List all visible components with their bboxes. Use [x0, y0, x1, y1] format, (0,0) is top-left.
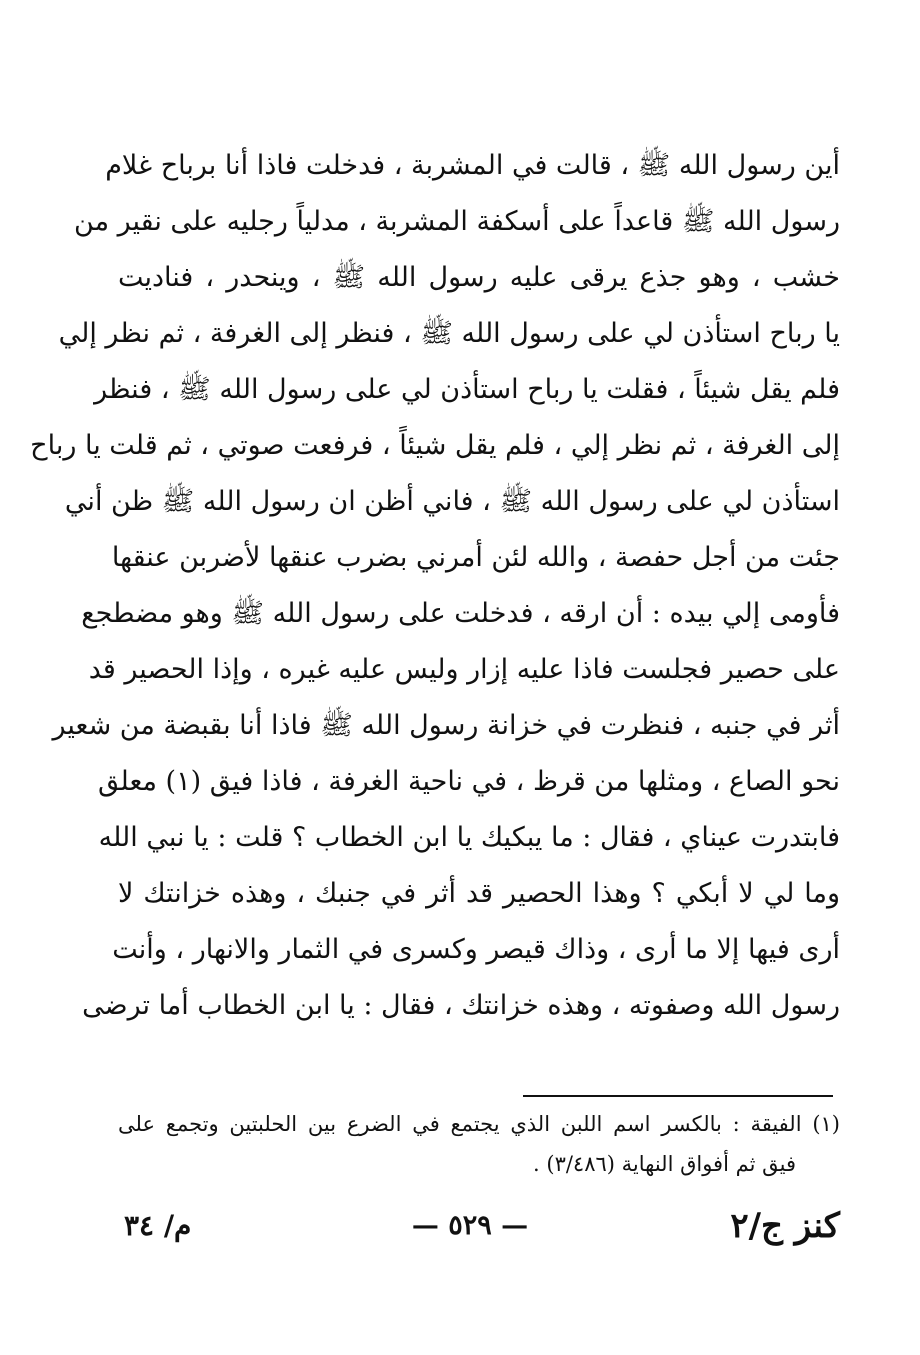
- text-line: أين رسول الله ﷺ ، قالت في المشربة ، فدخلت فاذا أنا برباح غلام: [105, 150, 840, 181]
- text-line: جئت من أجل حفصة ، والله لئن أمرني بضرب عنقها لأضربن عنقها: [111, 542, 840, 573]
- footnote-separator: [523, 1095, 833, 1097]
- text-line: أثر في جنبه ، فنظرت في خزانة رسول الله ﷺ فاذا أنا بقبضة من شعير: [52, 710, 840, 741]
- main-text: [30, 138, 840, 1034]
- text-line: فأومى إلي بيده : أن ارقه ، فدخلت على رسول الله ﷺ وهو مضطجع: [81, 598, 840, 629]
- text-line: نحو الصاع ، ومثلها من قرظ ، في ناحية الغرفة ، فاذا فيق (١) معلق: [98, 766, 840, 797]
- page-footer: [100, 1196, 840, 1256]
- text-line: رسول الله وصفوته ، وهذه خزانتك ، فقال : يا ابن الخطاب أما ترضى: [82, 990, 840, 1021]
- footnote-line: فيق ثم أفواق النهاية (٣/٤٨٦) .: [533, 1152, 796, 1176]
- text-line: على حصير فجلست فاذا عليه إزار وليس عليه غيره ، وإذا الحصير قد: [88, 654, 840, 685]
- text-line: يا رباح استأذن لي على رسول الله ﷺ ، فنظر إلى الغرفة ، ثم نظر إلي: [58, 318, 840, 349]
- footnotes: [118, 1104, 840, 1184]
- text-line: خشب ، وهو جذع يرقى عليه رسول الله ﷺ ، وينحدر ، فناديت: [118, 262, 840, 293]
- text-line: رسول الله ﷺ قاعداً على أسكفة المشربة ، مدلياً رجليه على نقير من: [74, 206, 840, 237]
- signature-mark: م/ ٣٤: [124, 1209, 192, 1242]
- text-line: فابتدرت عيناي ، فقال : ما يبكيك يا ابن الخطاب ؟ قلت : يا نبي الله: [98, 822, 840, 853]
- text-line: وما لي لا أبكي ؟ وهذا الحصير قد أثر في جنبك ، وهذه خزانتك لا: [118, 878, 840, 909]
- text-line: إلى الغرفة ، ثم نظر إلي ، فلم يقل شيئاً ، فرفعت صوتي ، ثم قلت يا رباح: [30, 430, 840, 461]
- page-number: — ٥٢٩ —: [411, 1210, 529, 1241]
- footnote-line: (١) الفيقة : بالكسر اسم اللبن الذي يجتمع في الضرع بين الحلبتين وتجمع على: [118, 1112, 840, 1136]
- text-line: أرى فيها إلا ما أرى ، وذاك قيصر وكسرى في الثمار والانهار ، وأنت: [112, 934, 840, 965]
- volume-label: كنز ج/٢: [730, 1206, 840, 1246]
- text-line: فلم يقل شيئاً ، فقلت يا رباح استأذن لي على رسول الله ﷺ ، فنظر: [94, 374, 840, 405]
- text-line: استأذن لي على رسول الله ﷺ ، فاني أظن ان رسول الله ﷺ ظن أني: [64, 486, 840, 517]
